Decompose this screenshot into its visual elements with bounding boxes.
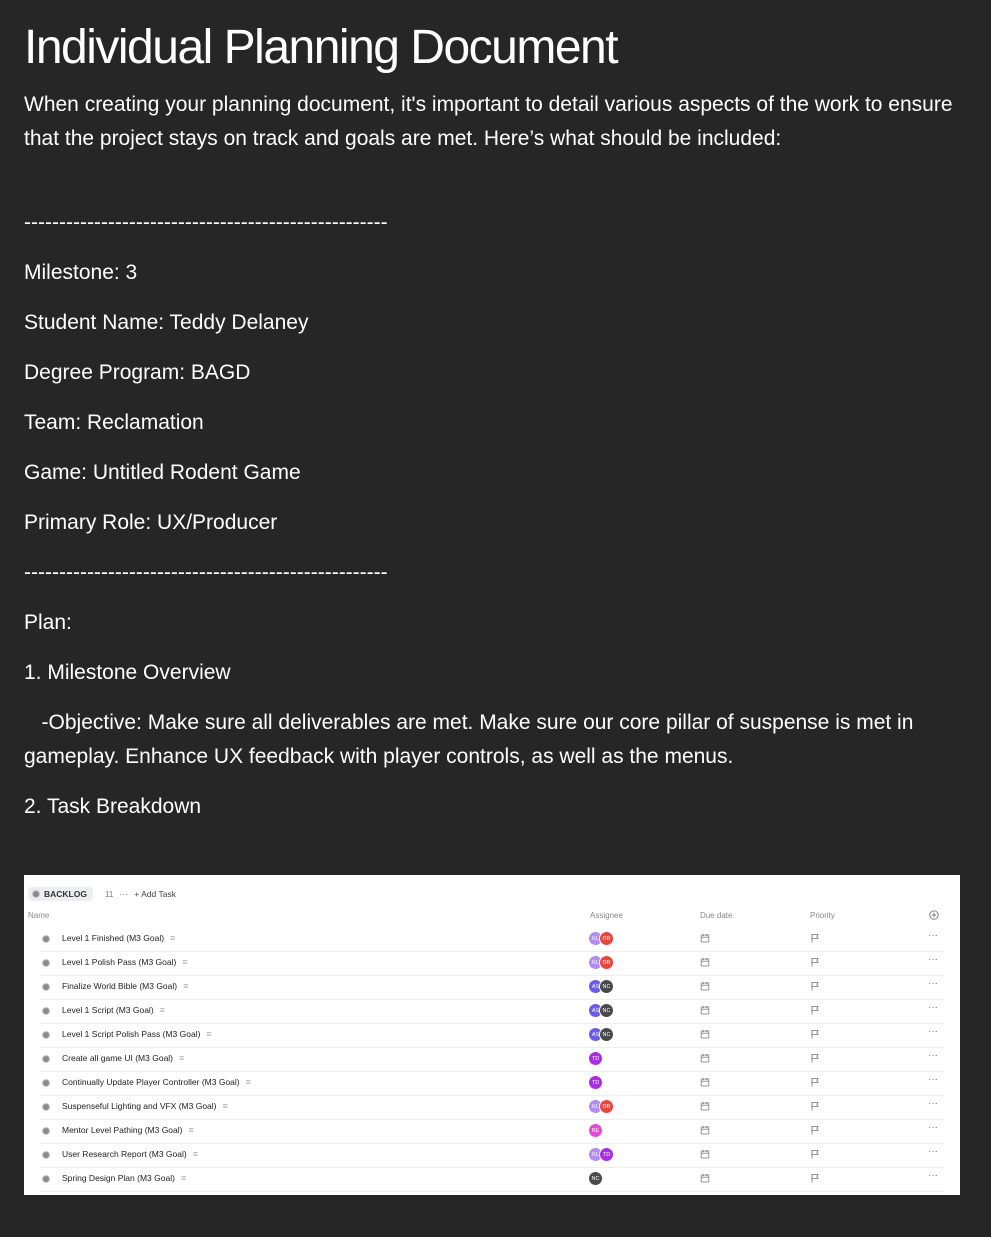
description-icon: ≡: [159, 1005, 165, 1015]
task-name: Level 1 Script (M3 Goal): [62, 1005, 154, 1015]
task-row[interactable]: [40, 1023, 944, 1048]
priority-flag-icon[interactable]: [810, 1125, 820, 1135]
assignee-avatars[interactable]: [588, 1123, 603, 1138]
calendar-icon[interactable]: [700, 933, 710, 943]
avatar[interactable]: TD: [588, 1075, 603, 1090]
task-name-cell[interactable]: [62, 933, 175, 943]
column-header-assignee[interactable]: Assignee: [590, 911, 623, 920]
avatar[interactable]: KL: [588, 955, 603, 970]
priority-flag-icon[interactable]: [810, 981, 820, 991]
divider-top: ----------------------------------------------------: [24, 211, 388, 234]
priority-flag-icon[interactable]: [810, 933, 820, 943]
description-icon: ≡: [192, 1149, 198, 1159]
task-row[interactable]: [40, 1071, 944, 1096]
task-name: User Research Report (M3 Goal): [62, 1149, 187, 1159]
avatar[interactable]: NC: [599, 1027, 614, 1042]
task-name-cell[interactable]: [62, 1077, 251, 1087]
task-status-icon[interactable]: [42, 1175, 50, 1183]
intro-paragraph: When creating your planning document, it's important to detail various aspects of the work to ensure that the project stays on track and goals are met. Here’s what should be included:: [24, 93, 953, 150]
task-status-icon[interactable]: [42, 1103, 50, 1111]
task-status-icon[interactable]: [42, 1007, 50, 1015]
row-more-icon[interactable]: ···: [928, 1002, 938, 1013]
priority-flag-icon[interactable]: [810, 1173, 820, 1183]
calendar-icon[interactable]: [700, 1101, 710, 1111]
description-icon: ≡: [206, 1029, 212, 1039]
column-header-name[interactable]: Name: [28, 911, 50, 920]
task-row[interactable]: [40, 975, 944, 1000]
task-name: Continually Update Player Controller (M3 Goal): [62, 1077, 240, 1087]
avatar[interactable]: AS: [588, 979, 603, 994]
row-more-icon[interactable]: ···: [928, 1050, 938, 1061]
task-row[interactable]: [40, 1119, 944, 1144]
assignee-avatars[interactable]: [588, 955, 614, 970]
avatar[interactable]: KL: [588, 1099, 603, 1114]
task-count: 11: [104, 889, 114, 899]
calendar-icon[interactable]: [700, 957, 710, 967]
row-more-icon[interactable]: ···: [928, 1170, 938, 1181]
primary-role-field: Primary Role: UX/Producer: [24, 511, 278, 534]
description-icon: ≡: [188, 1125, 194, 1135]
task-status-icon[interactable]: [42, 1127, 50, 1135]
avatar[interactable]: DR: [599, 955, 614, 970]
page-title: Individual Planning Document: [24, 21, 618, 74]
priority-flag-icon[interactable]: [810, 1149, 820, 1159]
description-icon: ≡: [179, 1053, 185, 1063]
row-more-icon[interactable]: ···: [928, 1146, 938, 1157]
plan-label: Plan:: [24, 611, 72, 634]
add-task-button[interactable]: + Add Task: [134, 889, 176, 899]
assignee-avatars[interactable]: [588, 1027, 614, 1042]
avatar[interactable]: KL: [588, 931, 603, 946]
avatar[interactable]: NC: [599, 1003, 614, 1018]
description-icon: ≡: [170, 933, 176, 943]
row-more-icon[interactable]: ···: [928, 1074, 938, 1085]
calendar-icon[interactable]: [700, 1125, 710, 1135]
avatar[interactable]: BE: [588, 1123, 603, 1138]
task-name-cell[interactable]: [62, 1173, 186, 1183]
priority-flag-icon[interactable]: [810, 1029, 820, 1039]
task-status-icon[interactable]: [42, 1055, 50, 1063]
assignee-avatars[interactable]: [588, 931, 614, 946]
task-name: Level 1 Script Polish Pass (M3 Goal): [62, 1029, 201, 1039]
avatar[interactable]: KL: [588, 1147, 603, 1162]
task-name: Level 1 Finished (M3 Goal): [62, 933, 165, 943]
task-name-cell[interactable]: [62, 1005, 165, 1015]
document-body: [24, 18, 969, 818]
game-field: Game: Untitled Rodent Game: [24, 461, 301, 484]
priority-flag-icon[interactable]: [810, 1077, 820, 1087]
task-status-icon[interactable]: [42, 1031, 50, 1039]
group-more-icon[interactable]: ···: [119, 889, 129, 899]
task-status-icon[interactable]: [42, 983, 50, 991]
task-status-icon[interactable]: [42, 1079, 50, 1087]
task-name: Finalize World Bible (M3 Goal): [62, 981, 178, 991]
student-name-field: Student Name: Teddy Delaney: [24, 311, 309, 334]
avatar[interactable]: AS: [588, 1003, 603, 1018]
task-row[interactable]: [40, 1095, 944, 1120]
status-dot-icon: [32, 890, 40, 898]
avatar[interactable]: TD: [599, 1147, 614, 1162]
column-header-priority[interactable]: Priority: [810, 911, 835, 920]
task-name-cell[interactable]: [62, 957, 188, 967]
task-name: Create all game UI (M3 Goal): [62, 1053, 174, 1063]
add-column-icon[interactable]: [929, 910, 939, 920]
assignee-avatars[interactable]: [588, 1147, 614, 1162]
row-more-icon[interactable]: ···: [928, 1098, 938, 1109]
assignee-avatars[interactable]: [588, 1099, 614, 1114]
task-name: Suspenseful Lighting and VFX (M3 Goal): [62, 1101, 217, 1111]
row-more-icon[interactable]: ···: [928, 978, 938, 989]
column-header-due-date[interactable]: Due date: [700, 911, 733, 920]
assignee-avatars[interactable]: [588, 1003, 614, 1018]
task-row[interactable]: [40, 1047, 944, 1072]
description-icon: ≡: [180, 1173, 187, 1183]
description-icon: ≡: [182, 957, 188, 967]
milestone-field: Milestone: 3: [24, 261, 138, 284]
task-status-icon[interactable]: [42, 959, 50, 967]
milestone-overview-heading: 1. Milestone Overview: [24, 661, 231, 684]
calendar-icon[interactable]: [700, 1005, 710, 1015]
calendar-icon[interactable]: [700, 1173, 710, 1183]
task-list-screenshot: [24, 875, 960, 1195]
divider-bottom: ----------------------------------------------------: [24, 561, 388, 584]
task-status-icon[interactable]: [42, 1151, 50, 1159]
task-name-cell[interactable]: [62, 1125, 194, 1135]
assignee-avatars[interactable]: [588, 1051, 603, 1066]
task-row[interactable]: [40, 1167, 944, 1192]
task-name-cell[interactable]: [62, 981, 188, 991]
assignee-avatars[interactable]: [588, 979, 614, 994]
status-pill-backlog[interactable]: BACKLOG: [28, 887, 93, 901]
task-name: Level 1 Polish Pass (M3 Goal): [62, 957, 177, 967]
task-row[interactable]: [40, 1143, 944, 1168]
description-icon: ≡: [245, 1077, 251, 1087]
task-name: Mentor Level Pathing (M3 Goal): [62, 1125, 183, 1135]
priority-flag-icon[interactable]: [810, 1005, 820, 1015]
description-icon: ≡: [222, 1101, 228, 1111]
row-more-icon[interactable]: ···: [928, 930, 938, 941]
task-breakdown-heading: 2. Task Breakdown: [24, 795, 202, 818]
team-field: Team: Reclamation: [24, 411, 204, 434]
calendar-icon[interactable]: [700, 1029, 710, 1039]
calendar-icon[interactable]: [700, 1077, 710, 1087]
task-row[interactable]: [40, 999, 944, 1024]
assignee-avatars[interactable]: [588, 1075, 603, 1090]
avatar[interactable]: NC: [599, 979, 614, 994]
task-name-cell[interactable]: [62, 1101, 228, 1111]
avatar[interactable]: DR: [599, 1099, 614, 1114]
task-name-cell[interactable]: [62, 1149, 198, 1159]
assignee-avatars[interactable]: [588, 1171, 603, 1186]
calendar-icon[interactable]: [700, 1053, 710, 1063]
priority-flag-icon[interactable]: [810, 957, 820, 967]
row-more-icon[interactable]: ···: [928, 1122, 938, 1133]
task-name-cell[interactable]: [62, 1053, 184, 1063]
task-name-cell[interactable]: [62, 1029, 212, 1039]
degree-program-field: Degree Program: BAGD: [24, 361, 251, 384]
row-more-icon[interactable]: ···: [928, 1026, 938, 1037]
calendar-icon[interactable]: [700, 1149, 710, 1159]
avatar[interactable]: DR: [599, 931, 614, 946]
task-status-icon[interactable]: [42, 935, 50, 943]
task-row[interactable]: [40, 951, 944, 976]
avatar[interactable]: AS: [588, 1027, 603, 1042]
objective-paragraph: -Objective: Make sure all deliverables are met. Make sure our core pillar of suspense is met in gameplay. Enhance UX feedback with player controls, as well as the menus.: [24, 711, 920, 768]
priority-flag-icon[interactable]: [810, 1053, 820, 1063]
avatar[interactable]: NC: [588, 1171, 603, 1186]
task-row[interactable]: [40, 927, 944, 952]
priority-flag-icon[interactable]: [810, 1101, 820, 1111]
description-icon: ≡: [183, 981, 189, 991]
task-name: Spring Design Plan (M3 Goal): [62, 1173, 175, 1183]
row-more-icon[interactable]: ···: [928, 954, 938, 965]
calendar-icon[interactable]: [700, 981, 710, 991]
avatar[interactable]: TD: [588, 1051, 603, 1066]
task-group-header: [28, 886, 176, 902]
